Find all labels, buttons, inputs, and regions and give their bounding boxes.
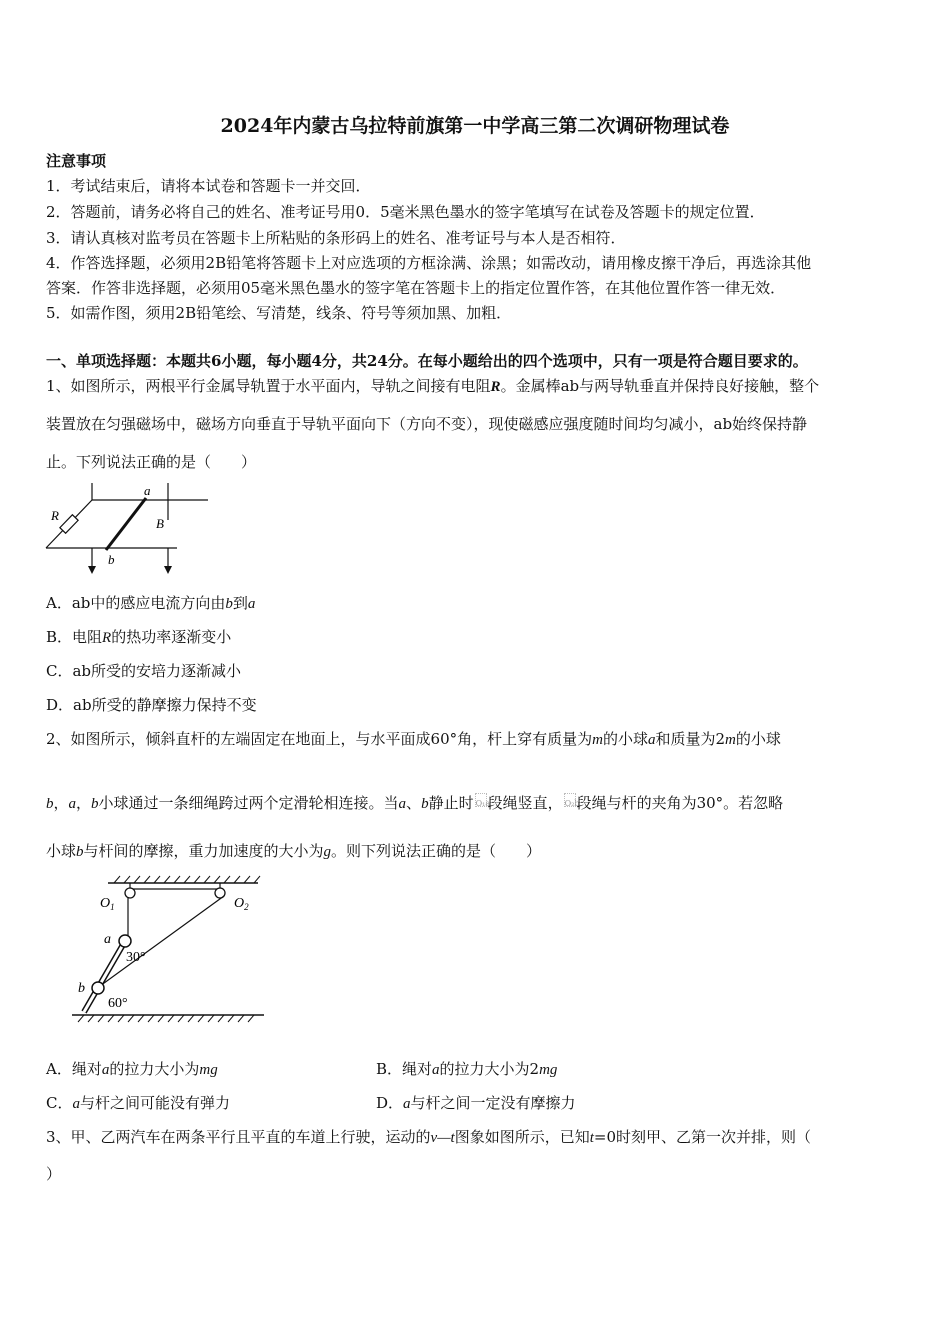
q2-stem-line: b，a，b小球通过一条细绳跨过两个定滑轮相连接。当a、b静止时 O₁a段绳竖直， O₂b段绳与杆的夹角为30°。若忽略 xyxy=(46,794,784,812)
resistor-symbol xyxy=(60,515,78,534)
angle-60-label: 60° xyxy=(108,996,128,1011)
broken-formula-icon: O₁a xyxy=(475,793,487,807)
q2-option-a: A．绳对a的拉力大小为mg xyxy=(46,1060,218,1078)
q2-stem-line: 2、如图所示，倾斜直杆的左端固定在地面上，与水平面成60°角，杆上穿有质量为m的小球a和质量为2m的小球 xyxy=(46,730,781,748)
q1-figure xyxy=(40,478,220,578)
label-a: a xyxy=(104,932,111,947)
ball-b xyxy=(92,982,104,994)
notice-item: 3．请认真核对监考员在答题卡上所粘贴的条形码上的姓名、准考证号与本人是否相符． xyxy=(46,229,626,247)
q1-stem-line: 止。下列说法正确的是（ ） xyxy=(46,453,257,471)
notice-item: 2．答题前，请务必将自己的姓名、准考证号用0．5毫米黑色墨水的签字笔填写在试卷及答题卡的规定位置． xyxy=(46,203,765,221)
page-title: 2024年内蒙古乌拉特前旗第一中学高三第二次调研物理试卷 xyxy=(220,115,730,137)
q2-option-b: B．绳对a的拉力大小为2mg xyxy=(376,1060,558,1078)
label-o2: $O_2$ xyxy=(234,896,249,912)
broken-formula-icon: O₂b xyxy=(564,793,576,807)
arrow-down-icon xyxy=(164,566,172,574)
notice-heading: 注意事项 xyxy=(46,152,107,170)
q1-option-b: B．电阻R的热功率逐渐变小 xyxy=(46,628,232,646)
q1-stem-line: 1、如图所示，两根平行金属导轨置于水平面内，导轨之间接有电阻R。金属棒ab与两导轨垂直并保持良好接触，整个 xyxy=(46,377,820,395)
q1-stem-line: 装置放在匀强磁场中，磁场方向垂直于导轨平面向下（方向不变），现使磁感应强度随时间均匀减小，ab始终保持静 xyxy=(46,415,808,433)
metal-rod xyxy=(106,498,146,550)
ball-a xyxy=(119,935,131,947)
label-b: b xyxy=(108,552,115,567)
label-B: B xyxy=(156,516,164,531)
notice-item: 5．如需作图，须用2B铅笔绘、写清楚，线条、符号等须加黑、加粗． xyxy=(46,304,512,322)
notice-item: 1．考试结束后，请将本试卷和答题卡一并交回． xyxy=(46,177,371,195)
q2-stem-line: 小球b与杆间的摩擦，重力加速度的大小为g。则下列说法正确的是（ ） xyxy=(46,842,542,860)
angle-30-label: 30° xyxy=(126,950,146,965)
q1-option-c: C．ab所受的安培力逐渐减小 xyxy=(46,662,242,680)
q3-stem-line: 3、甲、乙两汽车在两条平行且平直的车道上行驶，运动的v—t图象如图所示，已知t=0时刻甲、乙第一次并排，则（ xyxy=(46,1128,812,1146)
label-o1: $O_1$ xyxy=(100,896,115,912)
q2-option-d: D．a与杆之间一定没有摩擦力 xyxy=(376,1094,576,1112)
notice-item: 4．作答选择题，必须用2B铅笔将答题卡上对应选项的方框涂满、涂黑；如需改动，请用橡皮擦干净后，再选涂其他 xyxy=(46,254,812,272)
q1-option-a: A．ab中的感应电流方向由b到a xyxy=(46,594,256,612)
q2-figure xyxy=(70,874,270,1024)
arrow-down-icon xyxy=(88,566,96,574)
label-a: a xyxy=(144,483,151,498)
section-heading: 一、单项选择题：本题共6小题，每小题4分，共24分。在每小题给出的四个选项中，只有一项是符合题目要求的。 xyxy=(46,352,808,370)
q3-stem-line: ） xyxy=(46,1165,62,1183)
q2-option-c: C．a与杆之间可能没有弹力 xyxy=(46,1094,230,1112)
label-b: b xyxy=(78,981,85,996)
notice-item: 答案．作答非选择题，必须用05毫米黑色墨水的签字笔在答题卡上的指定位置作答，在其他位置作答一律无效． xyxy=(46,279,786,297)
q1-option-d: D．ab所受的静摩擦力保持不变 xyxy=(46,696,257,714)
label-R: R xyxy=(51,508,59,523)
